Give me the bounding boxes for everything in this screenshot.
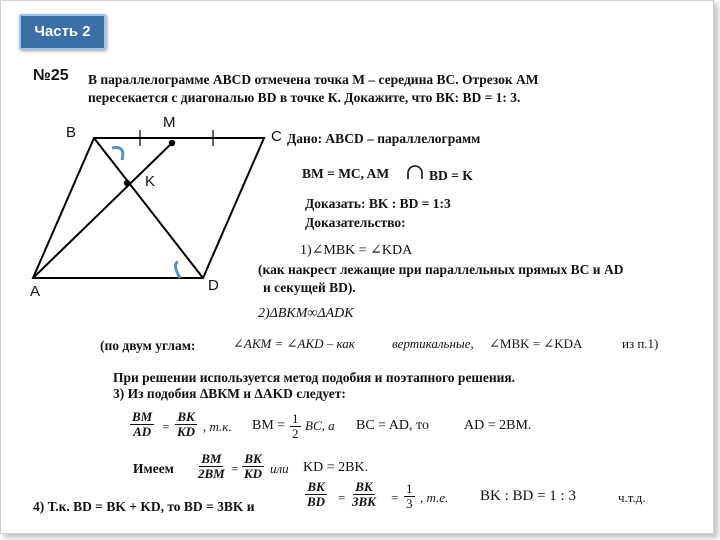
bm-equals: BM =	[252, 418, 286, 433]
given-line2-a: BM = MC, AM	[302, 166, 390, 181]
fraction-bm-2bm: $\frac{BM}{2BM}$	[198, 451, 225, 481]
step4-text: 4) Т.к. BD = BK + KD, то BD = 3BK и	[33, 499, 255, 514]
step2-reason-e: из п.1)	[622, 336, 659, 351]
diagonal-bd	[94, 138, 203, 278]
method-line: При решении используется метод подобия и поэтапного решения.	[113, 370, 516, 385]
fraction-one-third: $\frac{1}{3}$	[406, 481, 413, 511]
bc-ad-text: BC = AD, то	[356, 418, 429, 433]
step2-reason-b: ∠AKM = ∠AKD – как	[233, 336, 355, 351]
ili-text: или	[270, 461, 289, 476]
fraction-one-half: $\frac{1}{2}$	[292, 411, 299, 441]
fraction-bk-kd-2: $\frac{BK}{KD}$	[244, 451, 263, 481]
step3-intro: 3) Из подобия ΔВКМ и ΔAKD следует:	[113, 386, 346, 401]
fraction-bm-ad: $\frac{BM}{AD}$	[132, 409, 153, 439]
given-line2-b: BD = K	[429, 168, 473, 183]
final-equals-1: =	[338, 490, 346, 505]
task-number: №25	[33, 67, 69, 84]
proof-step1: 1)∠MBK = ∠KDA	[300, 243, 413, 258]
ad-2bm-text: AD = 2BM.	[464, 418, 532, 433]
label-b: B	[66, 124, 77, 141]
label-d: D	[208, 277, 219, 294]
prove-line: Доказать: BK : BD = 1:3	[305, 196, 451, 211]
point-k	[124, 180, 130, 186]
angle-arc-d	[175, 262, 180, 278]
fraction-bk-kd: $\frac{BK}{KD}$	[177, 409, 196, 439]
qed-text: ч.т.д.	[618, 490, 646, 505]
step1-reason-line1: (как накрест лежащие при параллельных прямых ВС и АD	[258, 262, 624, 277]
step2-reason-c: вертикальные,	[392, 336, 474, 351]
task-statement-line2: пересекается с диагональю ВD в точке К. Докажите, что ВК: ВD = 1: 3.	[88, 90, 521, 105]
point-m	[169, 140, 175, 146]
step2-reason-d: ∠MBK = ∠KDA	[489, 336, 583, 351]
label-k: K	[145, 173, 156, 190]
step2-reason-a: (по двум углам:	[100, 338, 196, 353]
te-text: , т.е.	[420, 490, 449, 505]
ratio2-equals: =	[231, 461, 239, 476]
intersection-symbol	[404, 165, 426, 181]
ratio-equals-1: =	[162, 419, 170, 434]
label-a: A	[30, 283, 41, 300]
step1-reason-line2: и секущей ВD).	[263, 280, 356, 295]
tk-text: , т.к.	[203, 419, 232, 434]
kd-2bk-text: KD = 2BK.	[303, 460, 369, 475]
given-line1: Дано: ABCD – параллелограмм	[287, 131, 481, 146]
proof-step2: 2)ΔBKM∞ΔADK	[258, 306, 354, 321]
bc-a-text: BC, а	[305, 418, 335, 433]
result-text: BK : BD = 1 : 3	[480, 488, 576, 504]
fraction-bk-3bk: $\frac{BK}{3BK}$	[352, 479, 376, 509]
label-m: M	[163, 114, 176, 131]
label-c: C	[271, 128, 282, 145]
proof-title: Доказательство:	[305, 215, 406, 230]
task-statement-line1: В параллелограмме ABCD отмечена точка М – середина ВС. Отрезок АМ	[88, 72, 539, 87]
imeem-text: Имеем	[133, 461, 174, 476]
final-equals-2: =	[391, 490, 399, 505]
angle-arc-b	[112, 148, 123, 161]
fraction-bk-bd: $\frac{BK}{BD}$	[307, 479, 326, 509]
part-badge: Часть 2	[19, 14, 106, 50]
